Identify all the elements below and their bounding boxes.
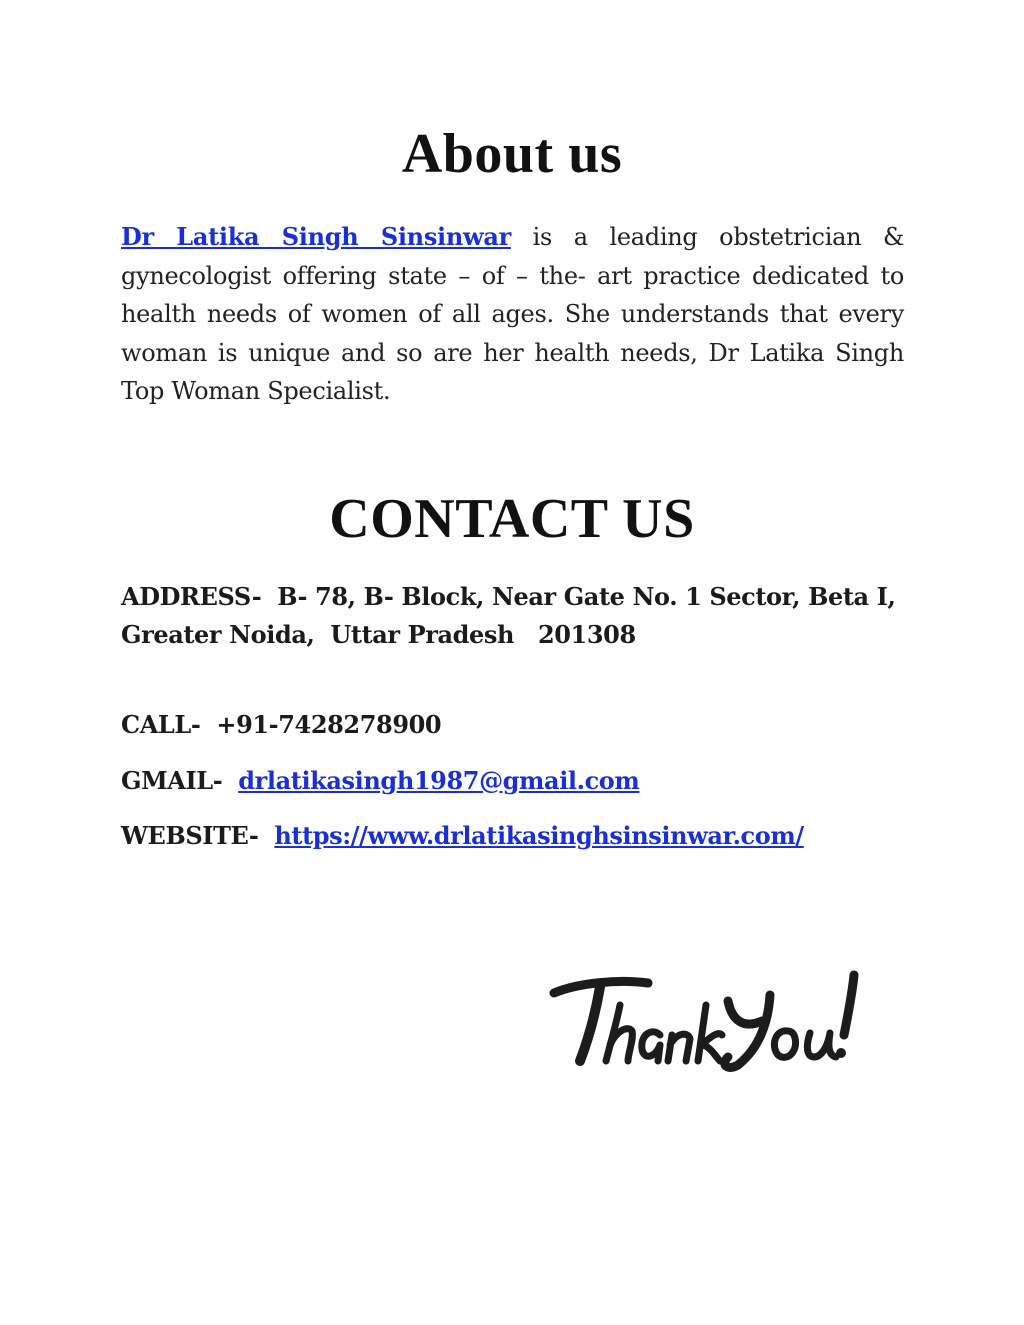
address-label: ADDRESS- bbox=[121, 582, 262, 611]
call-line bbox=[121, 710, 441, 739]
gmail-link[interactable]: drlatikasingh1987@gmail.com bbox=[238, 766, 640, 795]
about-heading: About us bbox=[401, 123, 623, 185]
address-value-line2: Greater Noida, Uttar Pradesh 201308 bbox=[121, 620, 636, 649]
thank-you-lettering bbox=[548, 965, 868, 1075]
about-paragraph bbox=[121, 218, 904, 411]
thank-you-logo bbox=[548, 965, 868, 1075]
gmail-label: GMAIL- bbox=[121, 766, 223, 795]
address-value-line1: B- 78, B- Block, Near Gate No. 1 Sector, Beta I, bbox=[277, 582, 896, 611]
contact-heading: CONTACT US bbox=[329, 488, 695, 550]
address-line-2 bbox=[121, 620, 636, 649]
website-line bbox=[121, 821, 804, 850]
about-body-text: is a leading obstetrician & gynecologist offering state – of – the- art practice dedicated to health needs of women of all ages. She understands that every woman is unique and so are her health needs, Dr Latika Singh Top Woman Specialist. bbox=[121, 223, 905, 405]
call-label: CALL- bbox=[121, 710, 201, 739]
call-value: +91-7428278900 bbox=[216, 710, 442, 739]
doctor-name-link[interactable]: Dr Latika Singh Sinsinwar bbox=[121, 222, 511, 251]
address-line-1 bbox=[121, 582, 895, 611]
website-label: WEBSITE- bbox=[121, 821, 259, 850]
gmail-line bbox=[121, 766, 639, 795]
website-link[interactable]: https://www.drlatikasinghsinsinwar.com/ bbox=[274, 821, 804, 850]
